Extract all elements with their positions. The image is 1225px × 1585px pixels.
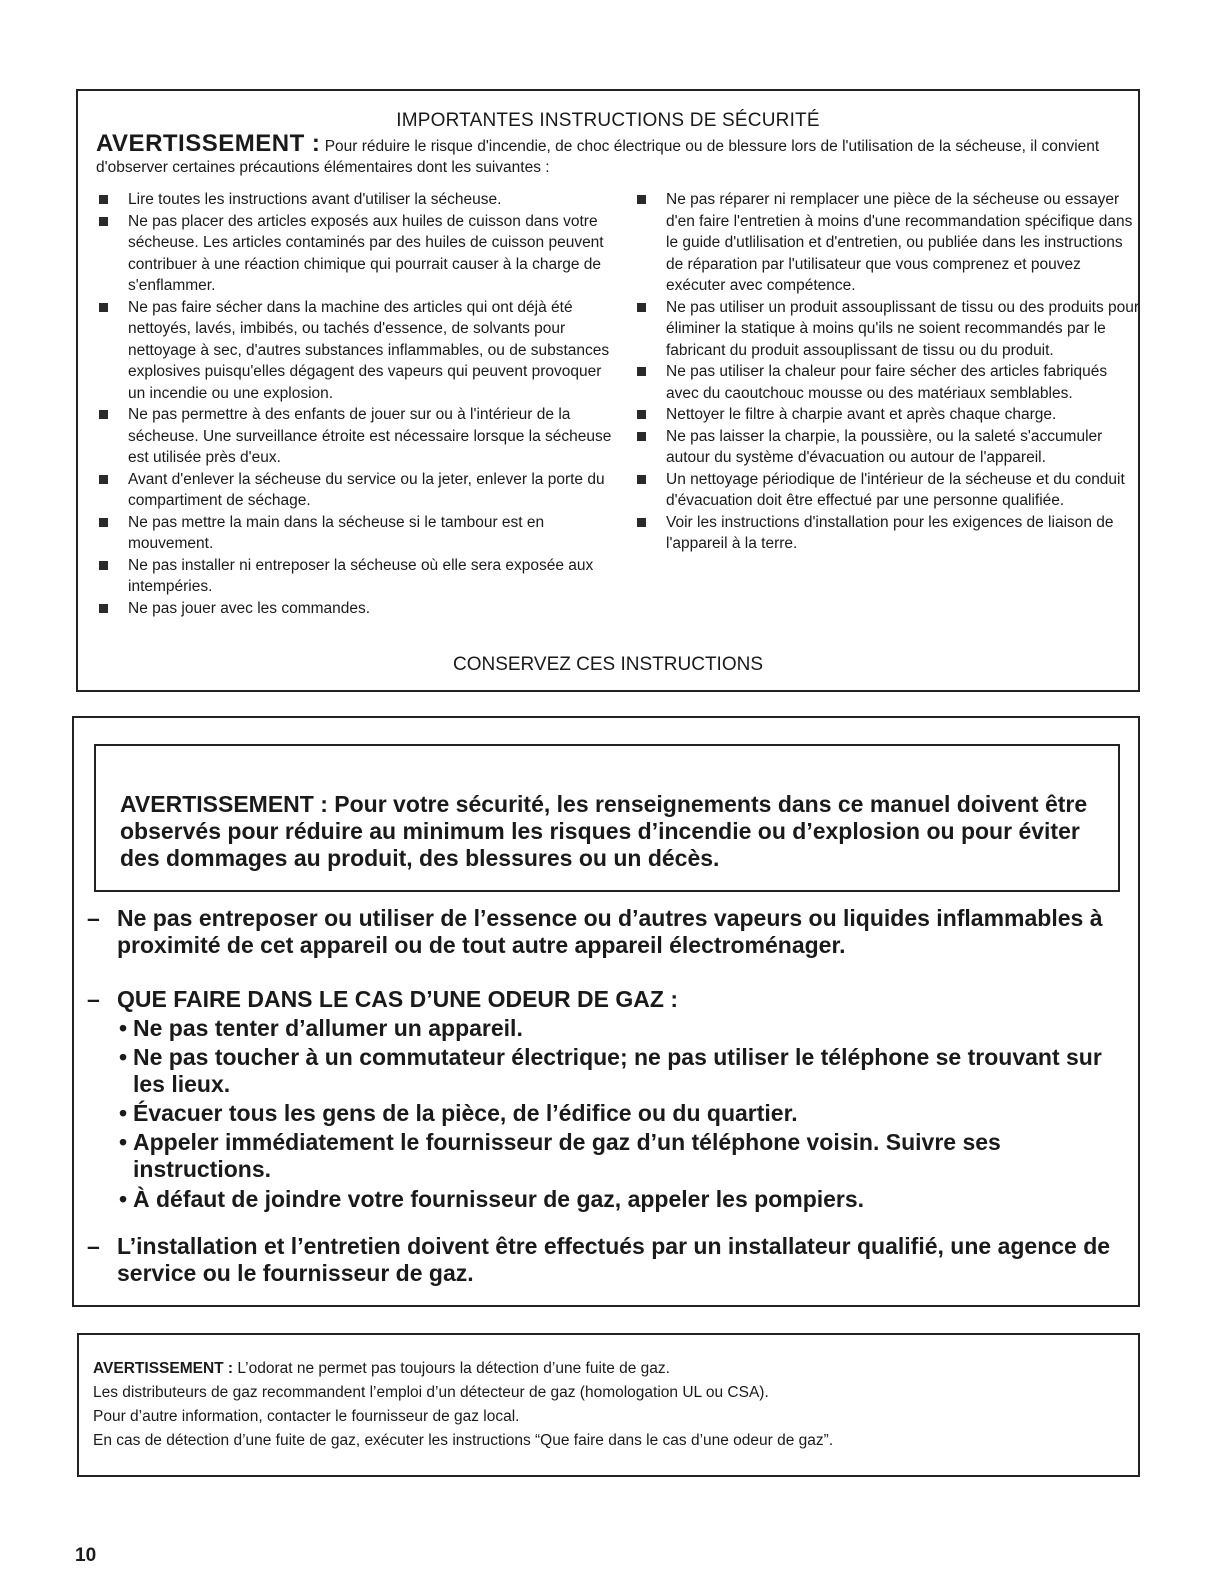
list-item: Voir les instructions d'installation pour les exigences de liaison de l'appareil à la terre. xyxy=(630,512,1140,555)
list-item: • À défaut de joindre votre fournisseur de gaz, appeler les pompiers. xyxy=(119,1186,865,1212)
warning-label: AVERTISSEMENT : xyxy=(96,130,321,157)
gas-storage-warning: – Ne pas entreposer ou utiliser de l’essence ou d’autres vapeurs ou liquides inflammables à proximité de cet appareil ou de tout autre appareil électroménager. xyxy=(87,905,1103,958)
square-bullet-icon xyxy=(637,367,646,376)
save-instructions-footer: CONSERVEZ CES INSTRUCTIONS xyxy=(452,654,764,675)
square-bullet-icon xyxy=(99,195,108,204)
gas-detection-note xyxy=(77,1333,1140,1477)
gas-warning-box xyxy=(72,716,1140,1307)
square-bullet-icon xyxy=(637,518,646,527)
list-item: Nettoyer le filtre à charpie avant et après chaque charge. xyxy=(630,404,1140,426)
square-bullet-icon xyxy=(99,475,108,484)
square-bullet-icon xyxy=(99,518,108,527)
square-bullet-icon xyxy=(637,410,646,419)
list-item: • Ne pas tenter d’allumer un appareil. xyxy=(119,1015,523,1041)
list-item: Ne pas jouer avec les commandes. xyxy=(92,598,612,620)
warning-intro-text: Pour réduire le risque d'incendie, de choc électrique ou de blessure lors de l'utilisation de la sécheuse, il convient d'observer certaines précautions élémentaires dont les suivantes : xyxy=(96,138,1100,176)
list-item: • Appeler immédiatement le fournisseur de gaz d’un téléphone voisin. Suivre ses instructions. xyxy=(119,1129,1001,1182)
list-item: Ne pas faire sécher dans la machine des articles qui ont déjà été nettoyés, lavés, imbibés, ou tachés d'essence, de solvants pour nettoyage à sec, d'autres substances inflammables, ou de substances explosives puisqu'elles dégagent des vapeurs qui peuvent provoquer un incendie ou une explosion. xyxy=(92,297,612,405)
warning-intro xyxy=(96,130,1120,178)
bullet-icon: • xyxy=(119,1186,128,1212)
gas-odor-heading: – QUE FAIRE DANS LE CAS D’UNE ODEUR DE GAZ : xyxy=(87,986,678,1012)
note-line-1: AVERTISSEMENT : L’odorat ne permet pas toujours la détection d’une fuite de gaz. xyxy=(93,1360,670,1377)
list-item: Ne pas installer ni entreposer la sécheuse où elle sera exposée aux intempéries. xyxy=(92,555,612,598)
square-bullet-icon xyxy=(637,303,646,312)
list-item: Avant d'enlever la sécheuse du service ou la jeter, enlever la porte du compartiment de séchage. xyxy=(92,469,612,512)
bullet-icon: • xyxy=(119,1044,128,1070)
safety-instructions-box xyxy=(76,89,1140,692)
list-item: Ne pas laisser la charpie, la poussière, ou la saleté s'accumuler autour du système d'évacuation ou autour de l'appareil. xyxy=(630,426,1140,469)
page-number: 10 xyxy=(75,1545,97,1566)
instruction-list-right xyxy=(630,189,1140,555)
instruction-list-left xyxy=(92,189,612,619)
dash-marker: – xyxy=(87,905,100,931)
list-item: • Évacuer tous les gens de la pièce, de l’édifice ou du quartier. xyxy=(119,1100,798,1126)
dash-marker: – xyxy=(87,1233,100,1259)
note-line-4: En cas de détection d’une fuite de gaz, exécuter les instructions “Que faire dans le cas d’une odeur de gaz”. xyxy=(93,1432,834,1449)
note-line-2: Les distributeurs de gaz recommandent l’emploi d’un détecteur de gaz (homologation UL ou CSA). xyxy=(93,1384,769,1401)
bullet-icon: • xyxy=(119,1129,128,1155)
square-bullet-icon xyxy=(99,561,108,570)
list-item: Ne pas réparer ni remplacer une pièce de la sécheuse ou essayer d'en faire l'entretien à moins d'une recommandation spécifique dans le guide d'utlilisation et d'entretien, ou publiée dans les instructions de réparation par l'utilisateur que vous comprenez et pouvez exécuter avec compétence. xyxy=(630,189,1140,297)
list-item: Ne pas mettre la main dans la sécheuse si le tambour est en mouvement. xyxy=(92,512,612,555)
square-bullet-icon xyxy=(637,195,646,204)
note-warning-label: AVERTISSEMENT : xyxy=(93,1360,234,1377)
list-item: Un nettoyage périodique de l'intérieur de la sécheuse et du conduit d'évacuation doit être effectué par une personne qualifiée. xyxy=(630,469,1140,512)
safety-instructions-title: IMPORTANTES INSTRUCTIONS DE SÉCURITÉ xyxy=(396,110,820,131)
square-bullet-icon xyxy=(637,475,646,484)
note-line-3: Pour d’autre information, contacter le fournisseur de gaz local. xyxy=(93,1408,520,1425)
square-bullet-icon xyxy=(99,410,108,419)
bullet-icon: • xyxy=(119,1015,128,1041)
square-bullet-icon xyxy=(99,217,108,226)
list-item: Ne pas placer des articles exposés aux huiles de cuisson dans votre sécheuse. Les articles contaminés par des huiles de cuisson peuvent contribuer à une réaction chimique qui pourrait causer à la charge de s'enflammer. xyxy=(92,211,612,297)
list-item: Ne pas utiliser un produit assouplissant de tissu ou des produits pour éliminer la statique à moins qu'ils ne soient recommandés par le fabricant du produit assouplissant de tissu ou du produit. xyxy=(630,297,1140,362)
square-bullet-icon xyxy=(637,432,646,441)
list-item: Ne pas permettre à des enfants de jouer sur ou à l'intérieur de la sécheuse. Une surveillance étroite est nécessaire lorsque la sécheuse est utilisée près d'eux. xyxy=(92,404,612,469)
list-item: Ne pas utiliser la chaleur pour faire sécher des articles fabriqués avec du caoutchouc mousse ou des matériaux semblables. xyxy=(630,361,1140,404)
square-bullet-icon xyxy=(99,604,108,613)
list-item: • Ne pas toucher à un commutateur électrique; ne pas utiliser le téléphone se trouvant sur les lieux. xyxy=(119,1044,1102,1097)
safety-warning-banner: AVERTISSEMENT : Pour votre sécurité, les renseignements dans ce manuel doivent être observés pour réduire au minimum les risques d’incendie ou d’explosion ou pour éviter des dommages au produit, des blessures ou un décès. xyxy=(94,744,1120,892)
bullet-icon: • xyxy=(119,1100,128,1126)
list-item: Lire toutes les instructions avant d'utiliser la sécheuse. xyxy=(92,189,612,211)
installation-warning: – L’installation et l’entretien doivent être effectués par un installateur qualifié, une agence de service ou le fournisseur de gaz. xyxy=(87,1233,1111,1286)
dash-marker: – xyxy=(87,986,100,1012)
square-bullet-icon xyxy=(99,303,108,312)
